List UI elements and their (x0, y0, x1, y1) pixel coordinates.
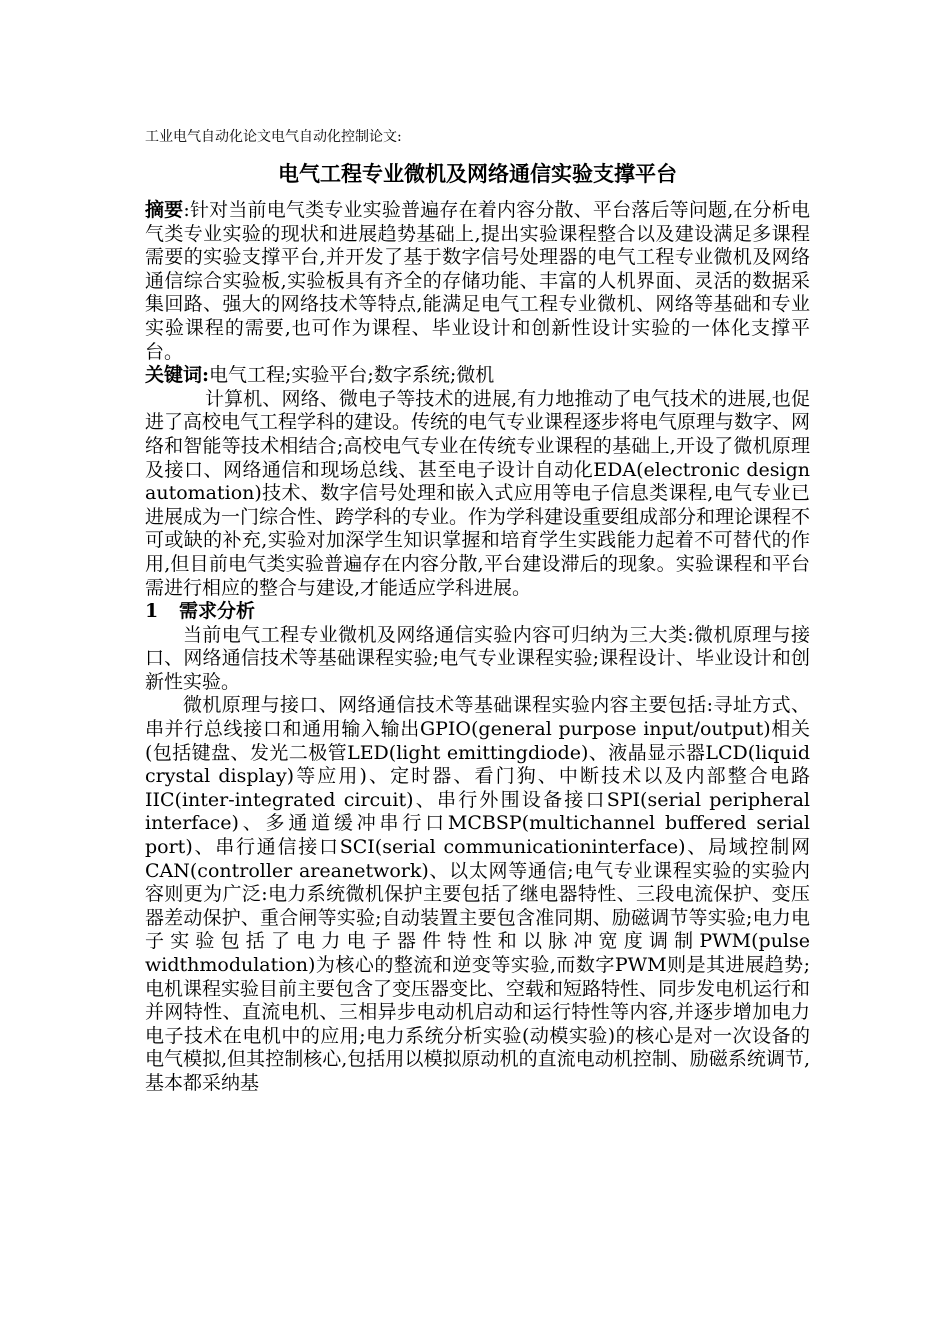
abstract-paragraph (145, 199, 810, 364)
keywords-label: 关键词: (145, 364, 210, 387)
body-text (145, 199, 810, 1096)
section-paragraph-1: 当前电气工程专业微机及网络通信实验内容可归纳为三大类:微机原理与接口、网络通信技术等基础课程实验;电气专业课程实验;课程设计、毕业设计和创新性实验。 (145, 623, 810, 693)
section-title: 需求分析 (179, 600, 256, 623)
keywords-text: 电气工程;实验平台;数字系统;微机 (209, 364, 495, 387)
abstract-text: :针对当前电气类专业实验普遍存在着内容分散、平台落后等问题,在分析电气类专业实验的现状和进展趋势基础上,提出实验课程整合以及建设满足多课程需要的实验支撑平台,并开发了基于数字信号处理器的电气工程专业微机及网络通信综合实验板,实验板具有齐全的存储功能、丰富的人机界面、灵活的数据采集回路、强大的网络技术等特点,能满足电气工程专业微机、网络等基础和专业实验课程的需要,也可作为课程、毕业设计和创新性设计实验的一体化支撑平台。 (145, 199, 810, 363)
intro-paragraph: 计算机、网络、微电子等技术的进展,有力地推动了电气技术的进展,也促进了高校电气工程学科的建设。传统的电气专业课程逐步将电气原理与数字、网络和智能等技术相结合;高校电气专业在传统专业课程的基础上,开设了微机原理及接口、网络通信和现场总线、甚至电子设计自动化EDA(electronic design automation)技术、数字信号处理和嵌入式应用等电子信息类课程,电气专业已进展成为一门综合性、跨学科的专业。作为学科建设重要组成部分和理论课程不可或缺的补充,实验对加深学生知识掌握和培育学生实践能力起着不可替代的作用,但目前电气类实验普遍存在内容分散,平台建设滞后的现象。实验课程和平台需进行相应的整合与建设,才能适应学科进展。 (145, 387, 811, 599)
section-heading (145, 600, 810, 624)
keywords-paragraph (145, 364, 810, 388)
section-paragraph-2: 微机原理与接口、网络通信技术等基础课程实验内容主要包括:寻址方式、串并行总线接口和通用输入输出GPIO(general purpose input/output)相关(包括键盘、发光二极管LED(light emittingdiode)、液晶显示器LCD(liquid crystal display)等应用)、定时器、看门狗、中断技术以及内部整合电路IIC(inter-integrated circuit)、串行外围设备接口SPI(serial peripheral interface)、多通道缓冲串行口MCBSP(multichannel buffered serial port)、串行通信接口SCI(serial communicationinterface)、局域控制网CAN(controller areanetwork)、以太网等通信;电气专业课程实验的实验内容则更为广泛:电力系统微机保护主要包括了继电器特性、三段电流保护、变压器差动保护、重合闸等实验;自动装置主要包含准同期、励磁调节等实验;电力电子实验包括了电力电子器件特性和以脉冲宽度调制PWM(pulse widthmodulation)为核心的整流和逆变等实验,而数字PWM则是其进展趋势;电机课程实验目前主要包含了变压器变比、空载和短路特性、同步发电机运行和并网特性、直流电机、三相异步电动机启动和运行特性等内容,并逐步增加电力电子技术在电机中的应用;电力系统分析实验(动模实验)的核心是对一次设备的电气模拟,但其控制核心,包括用以模拟原动机的直流电动机控制、励磁系统调节,基本都采纳基 (145, 694, 811, 1094)
category-line: 工业电气自动化论文电气自动化控制论文: (145, 129, 402, 145)
abstract-label: 摘要 (145, 199, 184, 221)
section-number: 1 (145, 600, 159, 623)
paper-title: 电气工程专业微机及网络通信实验支撑平台 (278, 161, 677, 186)
